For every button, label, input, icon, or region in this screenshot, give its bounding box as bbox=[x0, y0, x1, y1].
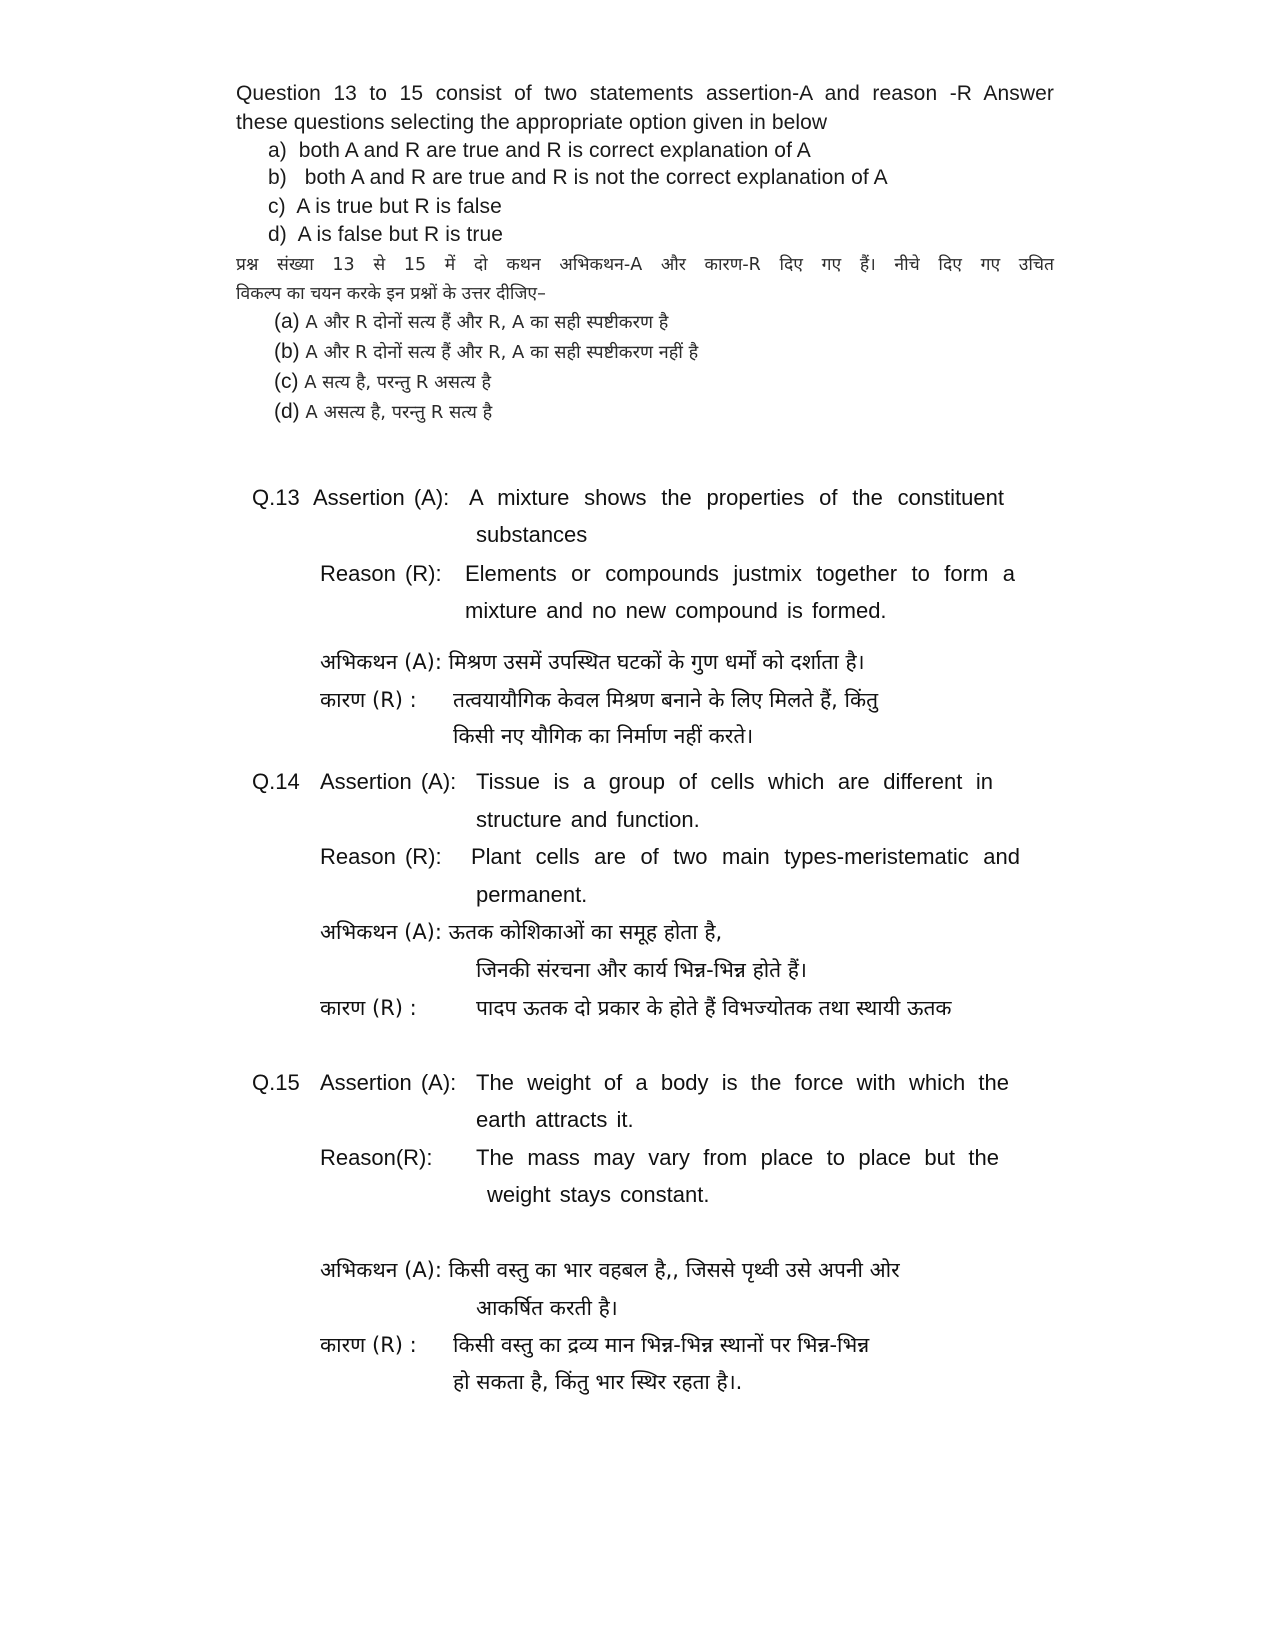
instructions-intro-hi-line2: विकल्प का चयन करके इन प्रश्नों के उत्तर दीजिए– bbox=[236, 284, 546, 304]
option-en-b bbox=[268, 166, 888, 190]
option-hi-text: A और R दोनों सत्य हैं और R, A का सही स्पष्टीकरण है bbox=[305, 312, 669, 333]
option-hi-marker: (b) bbox=[274, 340, 300, 363]
option-en-marker: d) bbox=[268, 223, 287, 246]
assertion-text-line2: earth attracts it. bbox=[476, 1107, 634, 1132]
hindi-assertion-text: ऊतक कोशिकाओं का समूह होता है, bbox=[448, 920, 723, 944]
option-hi-text: A सत्य है, परन्तु R असत्य है bbox=[304, 372, 492, 393]
hindi-reason-text-line1: तत्वयायौगिक केवल मिश्रण बनाने के लिए मिलते हैं, किंतु bbox=[453, 688, 879, 712]
question-number: Q.13 bbox=[252, 485, 300, 510]
hindi-reason-text-line1: पादप ऊतक दो प्रकार के होते हैं विभज्योतक तथा स्थायी ऊतक bbox=[476, 996, 952, 1020]
reason-text-line1: The mass may vary from place to place but the bbox=[476, 1145, 999, 1170]
option-hi-text: A और R दोनों सत्य हैं और R, A का सही स्पष्टीकरण नहीं है bbox=[305, 342, 699, 363]
option-en-marker: a) bbox=[268, 139, 287, 162]
hindi-assertion-text: किसी वस्तु का भार वहबल है,, जिससे पृथ्वी उसे अपनी ओर bbox=[448, 1258, 900, 1282]
hindi-reason-text-line2: हो सकता है, किंतु भार स्थिर रहता है।. bbox=[453, 1370, 743, 1394]
reason-text-line1: Plant cells are of two main types-meristematic and bbox=[471, 844, 1020, 869]
instructions-intro-hi-line1: प्रश्न संख्या 13 से 15 में दो कथन अभिकथन-A और कारण-R दिए गए हैं। नीचे दिए गए उचित bbox=[236, 255, 1054, 275]
hindi-assertion bbox=[320, 648, 865, 676]
reason-label: Reason (R): bbox=[320, 844, 442, 869]
hindi-assertion-label: अभिकथन (A): bbox=[320, 650, 442, 674]
reason-text-line2: weight stays constant. bbox=[487, 1182, 710, 1207]
hindi-reason-label: कारण (R) : bbox=[320, 688, 417, 712]
hindi-assertion-label: अभिकथन (A): bbox=[320, 920, 442, 944]
reason-text-line2: permanent. bbox=[476, 882, 588, 907]
option-en-a bbox=[268, 139, 811, 163]
reason-label: Reason(R): bbox=[320, 1145, 433, 1170]
assertion-text-line1: A mixture shows the properties of the constituent bbox=[469, 485, 1004, 510]
option-hi-marker: (a) bbox=[274, 310, 300, 333]
assertion-text-line2: substances bbox=[476, 522, 588, 547]
option-en-text: A is true but R is false bbox=[296, 195, 502, 218]
option-hi-text: A असत्य है, परन्तु R सत्य है bbox=[305, 402, 493, 423]
instructions-intro-en-line1: Question 13 to 15 consist of two statements assertion-A and reason -R Answer bbox=[236, 82, 1054, 105]
option-en-c bbox=[268, 195, 502, 219]
hindi-assertion bbox=[320, 1256, 900, 1284]
assertion-label: Assertion (A): bbox=[313, 485, 450, 510]
hindi-reason-text-line1: किसी वस्तु का द्रव्य मान भिन्न-भिन्न स्थानों पर भिन्न-भिन्न bbox=[453, 1333, 870, 1357]
assertion-label: Assertion (A): bbox=[320, 1070, 457, 1095]
hindi-assertion bbox=[320, 918, 722, 946]
option-en-text: both A and R are true and R is correct explanation of A bbox=[298, 139, 811, 162]
hindi-reason-label: कारण (R) : bbox=[320, 1333, 417, 1357]
option-hi-d bbox=[274, 400, 492, 424]
assertion-text-line1: Tissue is a group of cells which are different in bbox=[476, 769, 993, 794]
option-en-marker: b) bbox=[268, 166, 287, 189]
option-en-marker: c) bbox=[268, 195, 286, 218]
reason-label: Reason (R): bbox=[320, 561, 442, 586]
hindi-assertion-text-line2: जिनकी संरचना और कार्य भिन्न-भिन्न होते हैं। bbox=[476, 958, 807, 982]
reason-text-line2: mixture and no new compound is formed. bbox=[465, 598, 887, 623]
hindi-assertion-label: अभिकथन (A): bbox=[320, 1258, 442, 1282]
assertion-text-line2: structure and function. bbox=[476, 807, 700, 832]
hindi-reason-label: कारण (R) : bbox=[320, 996, 417, 1020]
option-hi-marker: (c) bbox=[274, 370, 299, 393]
option-en-text: A is false but R is true bbox=[297, 223, 504, 246]
option-en-text: both A and R are true and R is not the correct explanation of A bbox=[304, 166, 888, 189]
option-hi-b bbox=[274, 340, 698, 364]
assertion-label: Assertion (A): bbox=[320, 769, 457, 794]
assertion-text-line1: The weight of a body is the force with which the bbox=[476, 1070, 1009, 1095]
hindi-assertion-text: मिश्रण उसमें उपस्थित घटकों के गुण धर्मों को दर्शाता है। bbox=[448, 650, 865, 674]
option-hi-c bbox=[274, 370, 491, 394]
reason-text-line1: Elements or compounds justmix together to form a bbox=[465, 561, 1015, 586]
hindi-reason-text-line2: किसी नए यौगिक का निर्माण नहीं करते। bbox=[453, 724, 754, 748]
option-en-d bbox=[268, 223, 503, 247]
question-number: Q.14 bbox=[252, 769, 300, 794]
instructions-intro-en-line2: these questions selecting the appropriate option given in below bbox=[236, 111, 828, 134]
hindi-assertion-text-line2: आकर्षित करती है। bbox=[476, 1296, 618, 1320]
question-number: Q.15 bbox=[252, 1070, 300, 1095]
option-hi-marker: (d) bbox=[274, 400, 300, 423]
option-hi-a bbox=[274, 310, 668, 334]
